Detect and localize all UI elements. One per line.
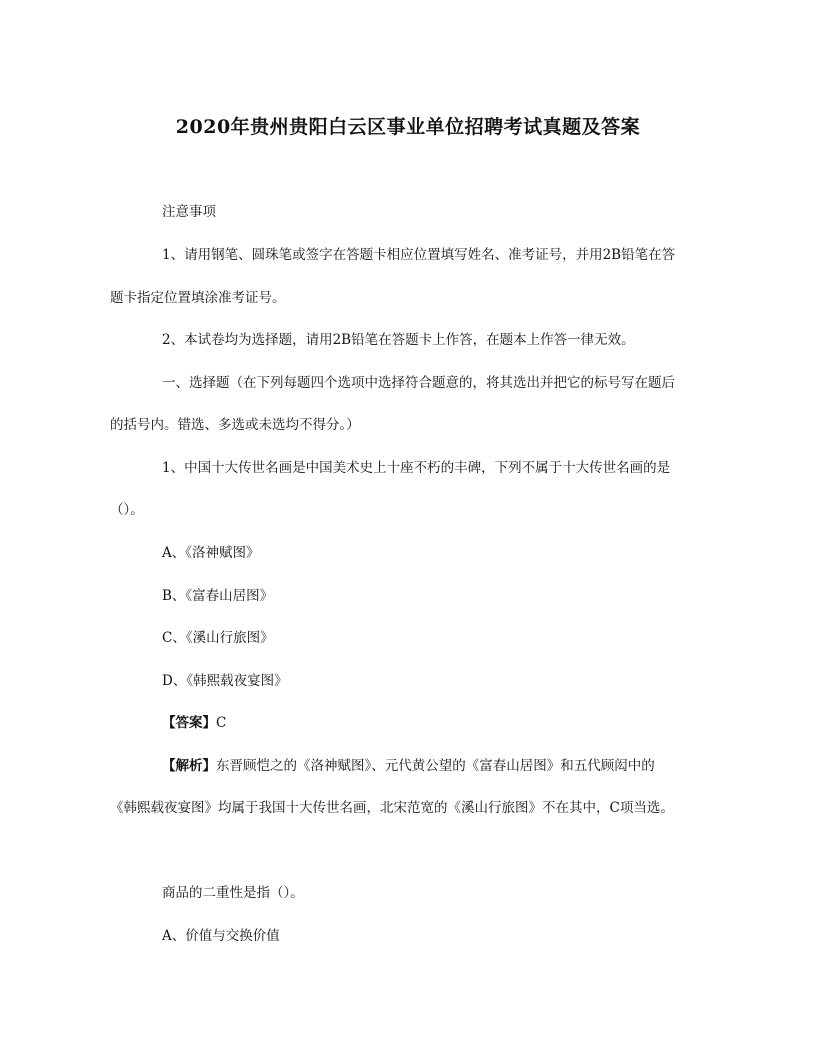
question-1-line-1: 1、中国十大传世名画是中国美术史上十座不朽的丰碑，下列不属于十大传世名画的是	[162, 460, 671, 476]
section-instructions-line-1: 一、选择题（在下列每题四个选项中选择符合题意的，将其选出并把它的标号写在题后	[162, 375, 675, 391]
answer-line	[162, 714, 226, 732]
question-1-line-2: （）。	[110, 502, 144, 518]
analysis-line-1	[162, 757, 655, 775]
analysis-label: 【解析】	[162, 758, 216, 774]
question-1-option-a: A、《洛神赋图》	[162, 545, 260, 561]
analysis-line-2: 《韩熙载夜宴图》均属于我国十大传世名画，北宋范宽的《溪山行旅图》不在其中，C项当选。	[110, 800, 674, 816]
section-instructions-line-2: 的括号内。错选、多选或未选均不得分。）	[110, 417, 360, 433]
analysis-text-1: 东晋顾恺之的《洛神赋图》、元代黄公望的《富春山居图》和五代顾闳中的	[216, 758, 655, 774]
answer-label: 【答案】	[162, 715, 216, 731]
answer-value: C	[216, 715, 227, 731]
question-1-option-c: C、《溪山行旅图》	[162, 630, 274, 646]
question-2: 商品的二重性是指（）。	[162, 885, 304, 901]
document-title: 2020年贵州贵阳白云区事业单位招聘考试真题及答案	[175, 116, 641, 138]
question-1-option-b: B、《富春山居图》	[162, 588, 274, 604]
question-2-option-a: A、价值与交换价值	[162, 928, 280, 944]
note-1-line-2: 题卡指定位置填涂准考证号。	[110, 290, 286, 306]
question-1-option-d: D、《韩熙载夜宴图》	[162, 673, 288, 689]
note-1-line-1: 1、请用钢笔、圆珠笔或签字在答题卡相应位置填写姓名、准考证号，并用2B铅笔在答	[162, 247, 676, 263]
note-2: 2、本试卷均为选择题，请用2B铅笔在答题卡上作答，在题本上作答一律无效。	[162, 332, 635, 348]
notes-heading: 注意事项	[162, 204, 216, 220]
